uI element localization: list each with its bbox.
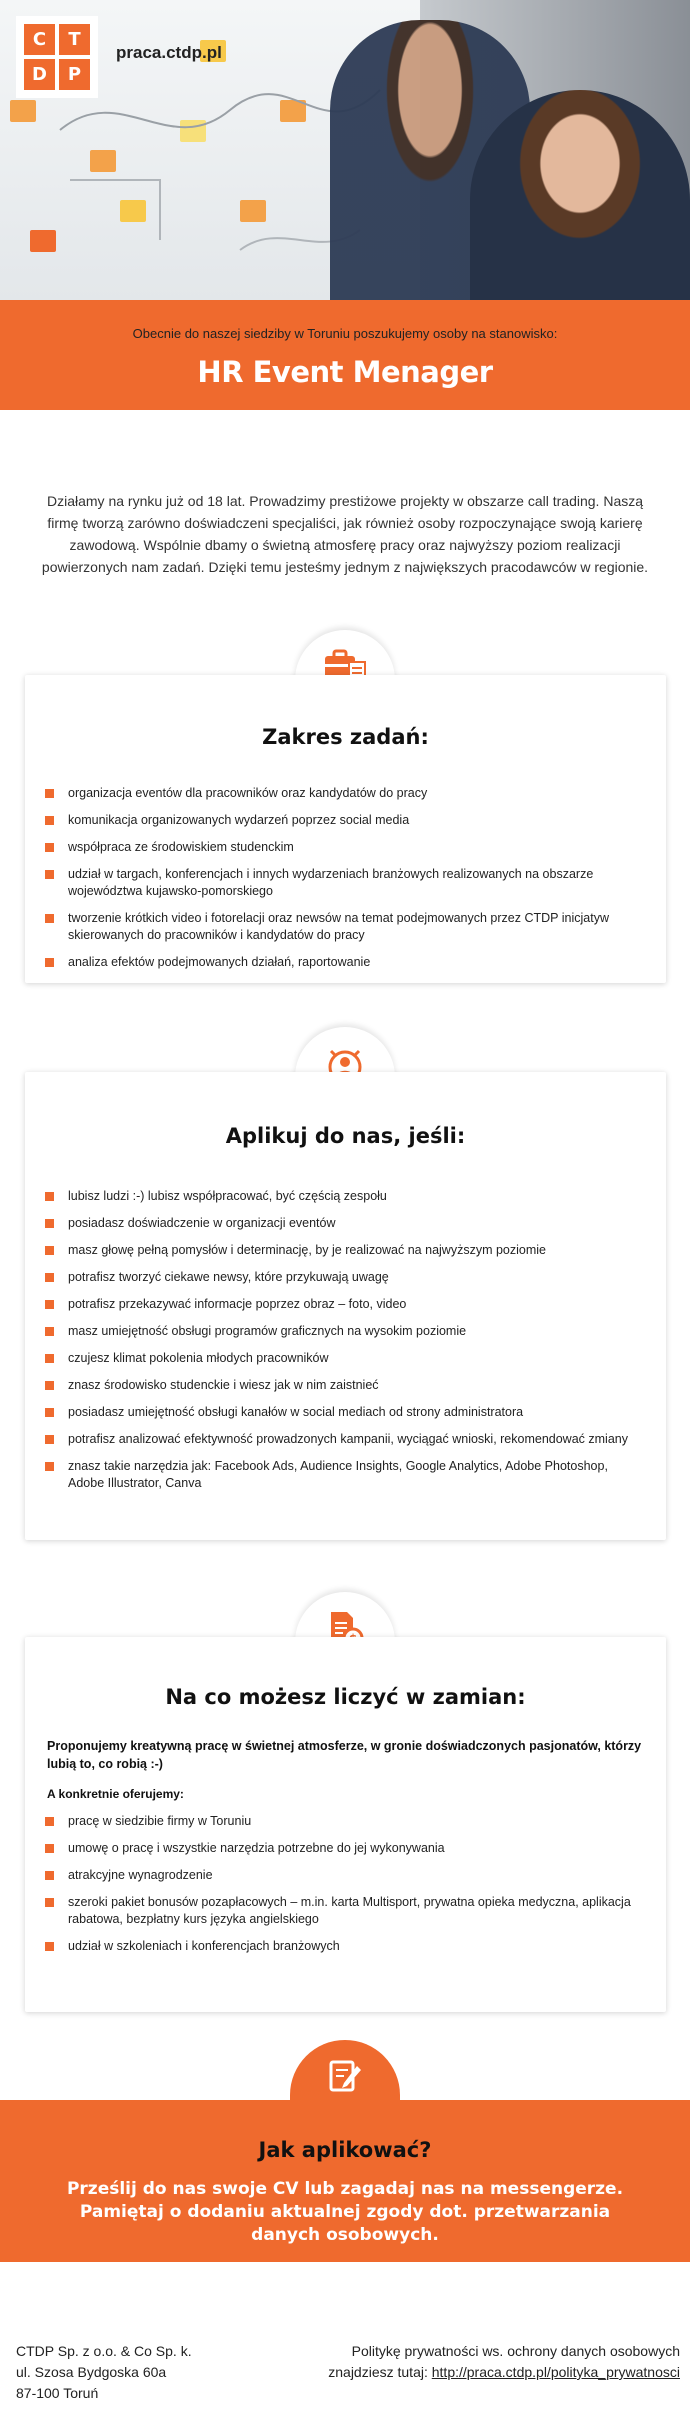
ctdp-logo[interactable] [16,16,98,98]
apply-section [0,2100,690,2262]
list-item: potrafisz tworzyć ciekawe newsy, które przykuwają uwagę [45,1269,642,1286]
list-item: współpraca ze środowiskiem studenckim [45,839,642,856]
list-item: lubisz ludzi :-) lubisz współpracować, być częścią zespołu [45,1188,642,1205]
job-title: HR Event Menager [197,355,493,389]
list-item: posiadasz doświadczenie w organizacji eventów [45,1215,642,1232]
hero-subtitle: Obecnie do naszej siedziby w Toruniu poszukujemy osoby na stanowisko: [132,326,558,341]
list-item: tworzenie krótkich video i fotorelacji oraz newsów na temat podejmowanych przez CTDP inicjatyw skierowanych do pracowników i kandydatów do pracy [45,910,642,944]
requirements-list [25,1188,666,1492]
tasks-title: Zakres zadań: [262,725,429,749]
list-item: komunikacja organizowanych wydarzeń poprzez social media [45,812,642,829]
offer-card [25,1637,666,2012]
company-intro: Działamy na rynku już od 18 lat. Prowadzimy prestiżowe projekty w obszarze call trading. Naszą firmę tworzą zarówno doświadczeni specjaliści, jak również osoby rozpoczynające swoją karierę zawodową. Wspólnie dbamy o świetną atmosferę pracy oraz najwyższy poziom realizacji powierzonych nam zadań. Dzięki temu jesteśmy jednym z największych pracodawców w regionie. [41,493,649,575]
hero-photo [0,0,690,300]
list-item: szeroki pakiet bonusów pozapłacowych – m.in. karta Multisport, prywatna opieka medyczna, aplikacja rabatowa, bezpłatny kurs języka angielskiego [45,1894,642,1928]
list-item: masz głowę pełną pomysłów i determinację, by je realizować na najwyższym poziomie [45,1242,642,1259]
company-name: CTDP Sp. z o.o. & Co Sp. k. [16,2343,192,2359]
list-item: potrafisz analizować efektywność prowadzonych kampanii, wyciągać wnioski, rekomendować zmiany [45,1431,642,1448]
privacy-text-prefix: znajdziesz tutaj: [328,2364,432,2380]
list-item: udział w targach, konferencjach i innych wydarzeniach branżowych realizowanych na obszarze województwa kujawsko-pomorskiego [45,866,642,900]
logo-letter: T [59,24,90,55]
company-city: 87-100 Toruń [16,2385,99,2401]
requirements-card [25,1072,666,1540]
form-pen-icon [290,2040,400,2106]
tasks-card [25,675,666,983]
list-item: masz umiejętność obsługi programów graficznych na wysokim poziomie [45,1323,642,1340]
offer-subheading: A konkretnie oferujemy: [47,1787,184,1801]
hero-band [0,300,690,410]
apply-title: Jak aplikować? [258,2138,432,2162]
privacy-policy-link[interactable]: http://praca.ctdp.pl/polityka_prywatnosci [431,2364,680,2380]
offer-list [25,1813,666,1955]
hero-section [0,0,690,410]
offer-title: Na co możesz liczyć w zamian: [165,1685,526,1709]
list-item: udział w szkoleniach i konferencjach branżowych [45,1938,642,1955]
company-address [16,2341,192,2404]
privacy-note [328,2341,680,2383]
privacy-line [328,2362,680,2383]
list-item: umowę o pracę i wszystkie narzędzia potrzebne do jej wykonywania [45,1840,642,1857]
list-item: analiza efektów podejmowanych działań, raportowanie [45,954,642,971]
company-street: ul. Szosa Bydgoska 60a [16,2364,167,2380]
tasks-list [25,785,666,971]
list-item: organizacja eventów dla pracowników oraz kandydatów do pracy [45,785,642,802]
offer-lead: Proponujemy kreatywną pracę w świetnej atmosferze, w gronie doświadczonych pasjonatów, którzy lubią to, co robią :-) [47,1739,642,1771]
list-item: znasz takie narzędzia jak: Facebook Ads, Audience Insights, Google Analytics, Adobe Photoshop, Adobe Illustrator, Canva [45,1458,642,1492]
requirements-title: Aplikuj do nas, jeśli: [225,1124,466,1148]
site-url-link[interactable]: praca.ctdp.pl [116,43,222,62]
list-item: znasz środowisko studenckie i wiesz jak w nim zaistnieć [45,1377,642,1394]
list-item: atrakcyjne wynagrodzenie [45,1867,642,1884]
list-item: czujesz klimat pokolenia młodych pracowników [45,1350,642,1367]
privacy-text: Politykę prywatności ws. ochrony danych osobowych [351,2343,680,2359]
list-item: potrafisz przekazywać informacje poprzez obraz – foto, video [45,1296,642,1313]
apply-instructions: Prześlij do nas swoje CV lub zagadaj nas na messengerze. Pamiętaj o dodaniu aktualnej zgody dot. przetwarzania danych osobowych. [66,2179,624,2245]
logo-letter: D [24,59,55,90]
logo-letter: P [59,59,90,90]
logo-letter: C [24,24,55,55]
hero-person-woman [470,90,690,300]
list-item: pracę w siedzibie firmy w Toruniu [45,1813,642,1830]
list-item: posiadasz umiejętność obsługi kanałów w social mediach od strony administratora [45,1404,642,1421]
